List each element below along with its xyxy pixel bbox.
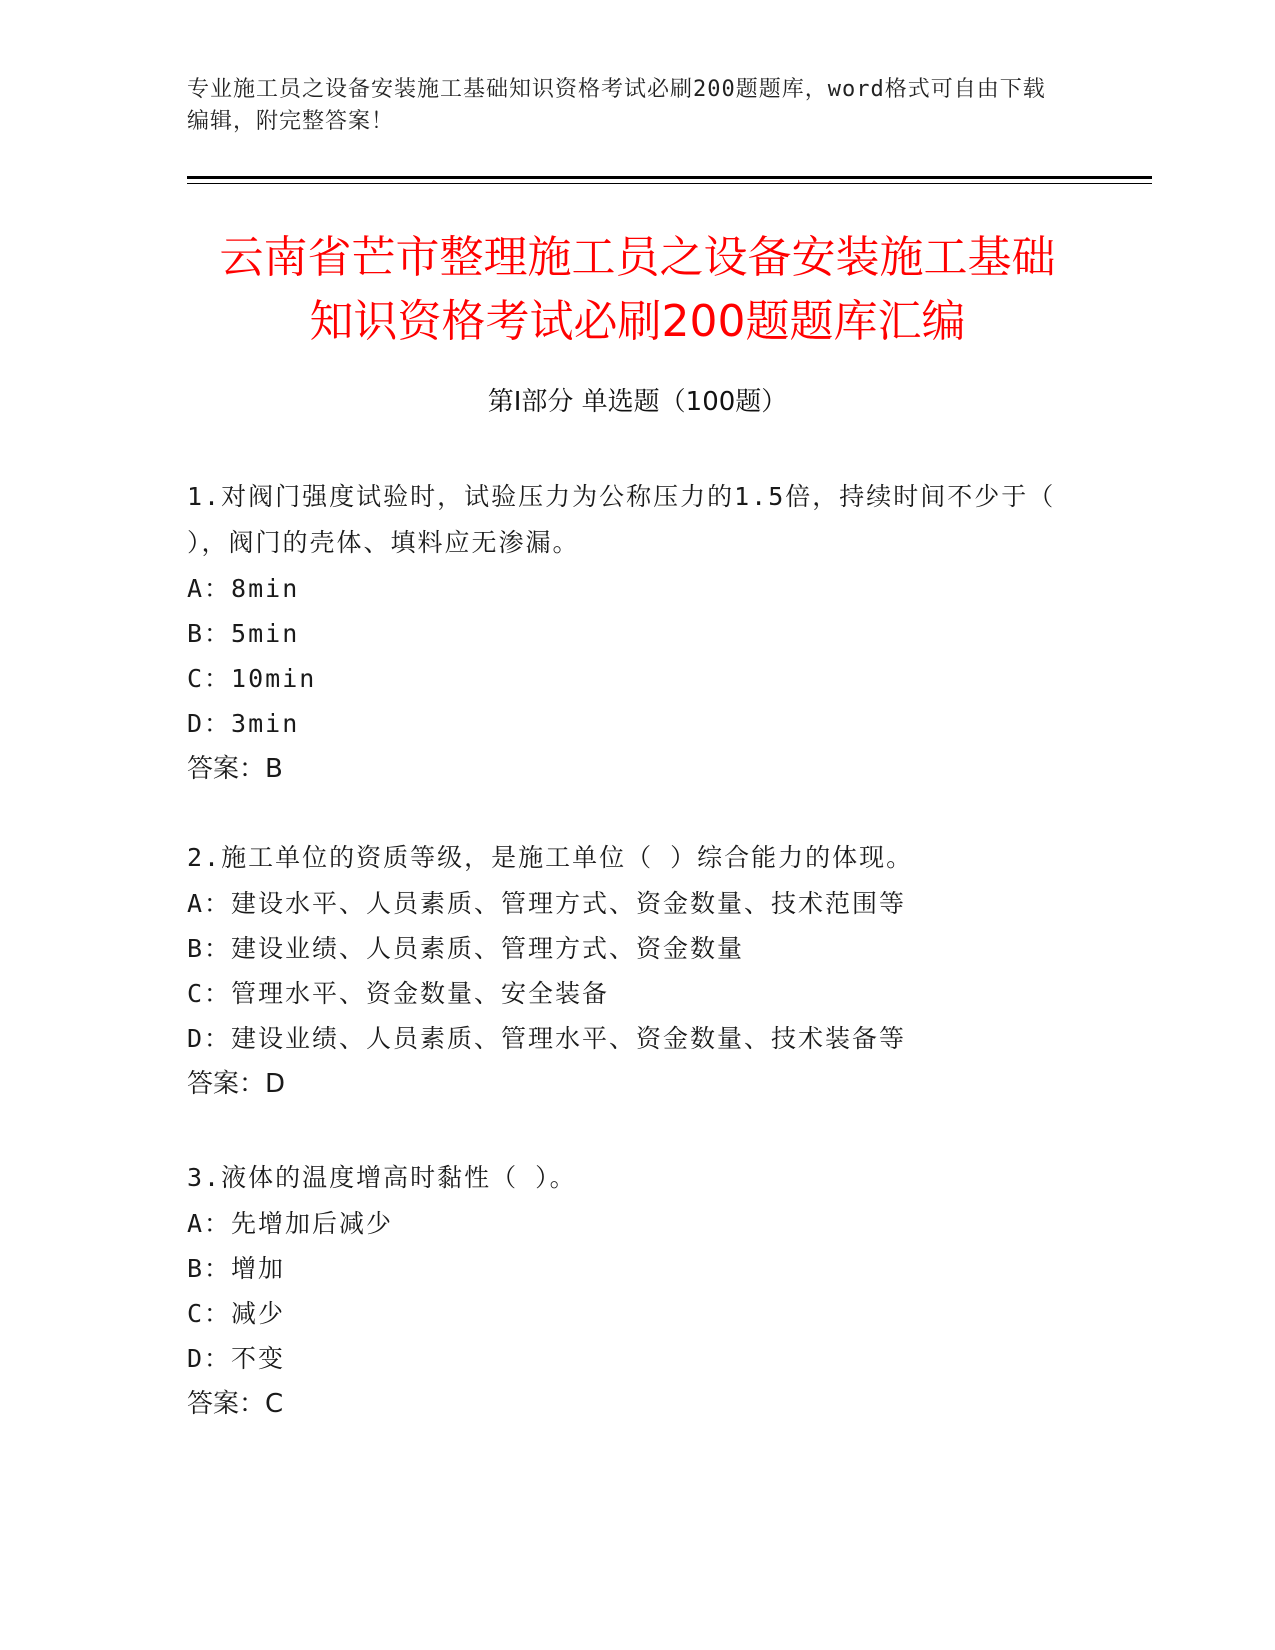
option-d: D：3min xyxy=(187,709,300,738)
document-title xyxy=(150,226,1125,354)
question-2 xyxy=(187,835,1067,1107)
question-3 xyxy=(187,1155,1067,1427)
option-b: B：建设业绩、人员素质、管理方式、资金数量 xyxy=(187,934,745,963)
header-divider-thick xyxy=(187,176,1152,179)
option-d: D：不变 xyxy=(187,1344,286,1373)
option-b: B：增加 xyxy=(187,1254,286,1283)
document-title-line-1: 云南省芒市整理施工员之设备安装施工基础 xyxy=(219,232,1056,283)
answer-line: 答案：D xyxy=(187,1069,286,1099)
section-heading: 第Ⅰ部分 单选题（100题） xyxy=(487,387,788,417)
header-note: 专业施工员之设备安装施工基础知识资格考试必刷200题题库，word格式可自由下载编辑，附完整答案！ xyxy=(187,77,1046,134)
question-1 xyxy=(187,474,1067,792)
option-c: C：管理水平、资金数量、安全装备 xyxy=(187,979,610,1008)
question-stem: 2.施工单位的资质等级，是施工单位（ ）综合能力的体现。 xyxy=(187,843,914,872)
option-b: B：5min xyxy=(187,619,300,648)
option-d: D：建设业绩、人员素质、管理水平、资金数量、技术装备等 xyxy=(187,1024,907,1053)
header-divider-thin xyxy=(187,183,1152,184)
option-a: A：先增加后减少 xyxy=(187,1209,394,1238)
question-stem: 1.对阀门强度试验时，试验压力为公称压力的1.5倍，持续时间不少于（ ），阀门的壳体、填料应无渗漏。 xyxy=(187,482,1056,557)
option-c: C：减少 xyxy=(187,1299,286,1328)
option-a: A：8min xyxy=(187,574,300,603)
option-a: A：建设水平、人员素质、管理方式、资金数量、技术范围等 xyxy=(187,889,907,918)
option-c: C：10min xyxy=(187,664,317,693)
answer-line: 答案：B xyxy=(187,754,283,784)
document-title-line-2: 知识资格考试必刷200题题库汇编 xyxy=(309,296,966,347)
question-stem: 3.液体的温度增高时黏性（ ）。 xyxy=(187,1163,577,1192)
answer-line: 答案：C xyxy=(187,1389,284,1419)
